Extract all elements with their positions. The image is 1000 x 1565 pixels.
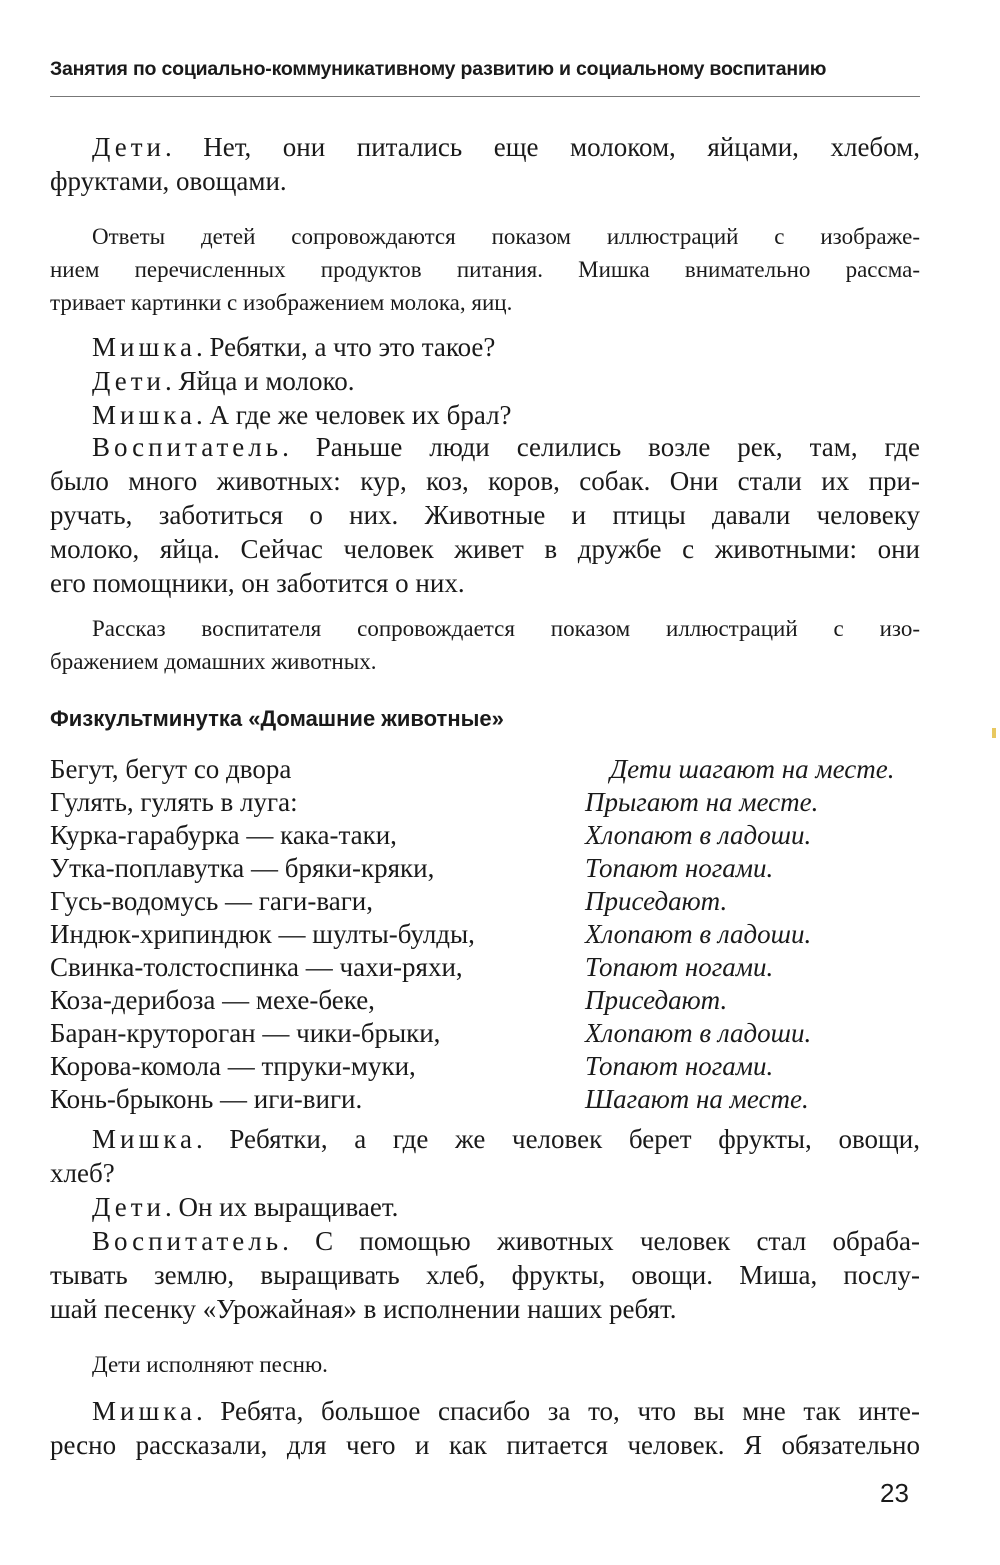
text-line: нием перечисленных продуктов питания. Мишка внимательно рассма- — [50, 257, 920, 282]
text-line: шай песенку «Урожайная» в исполнении наших ребят. — [50, 1294, 677, 1324]
poem-verse: Баран-крутороган — чики-брыки, — [50, 1018, 441, 1048]
page-number: 23 — [880, 1478, 909, 1508]
stage-note-animals — [50, 612, 920, 678]
speaker-name: Дети — [92, 366, 165, 396]
speaker-name: Мишка — [92, 1396, 196, 1426]
paragraph-children-answer — [50, 130, 920, 198]
text-line: было много животных: кур, коз, коров, собак. Они стали их при- — [50, 466, 920, 496]
text-line: молоко, яйца. Сейчас человек живет в дружбе с животными: они — [50, 534, 920, 564]
poem-verse: Бегут, бегут со двора — [50, 754, 292, 784]
header-rule — [50, 96, 920, 97]
text-line: Воспитатель. С помощью животных человек стал обраба- — [92, 1226, 920, 1256]
poem-row — [50, 918, 950, 951]
paragraph-mishka-thanks — [50, 1394, 920, 1462]
poem-row — [50, 885, 950, 918]
text-line: Дети. Нет, они питались еще молоком, яйцами, хлебом, — [92, 132, 920, 162]
poem-action: Прыгают на месте. — [585, 787, 819, 817]
paragraph-mishka-question — [50, 1122, 920, 1190]
speaker-name: Дети — [92, 1192, 165, 1222]
text-line: тывать землю, выращивать хлеб, фрукты, овощи. Миша, послу- — [50, 1260, 920, 1290]
text-line: его помощники, он заботится о них. — [50, 568, 465, 598]
text-line: Ответы детей сопровождаются показом иллюстраций с изображе- — [92, 224, 920, 249]
poem-verse: Гусь-водомусь — гаги-ваги, — [50, 886, 373, 916]
text-line: фруктами, овощами. — [50, 166, 287, 196]
text-line: Воспитатель. Раньше люди селились возле рек, там, где — [92, 432, 920, 462]
poem-verse: Коза-дерибоза — мехе-беке, — [50, 985, 375, 1015]
text-line: бражением домашних животных. — [50, 649, 377, 674]
text-line: Дети исполняют песню. — [92, 1352, 328, 1377]
stage-note-illustrations — [50, 220, 920, 319]
text-line: Рассказ воспитателя сопровождается показом иллюстраций с изо- — [92, 616, 920, 641]
poem-row — [50, 753, 950, 786]
dialog-line: Мишка. Ребятки, а что это такое? — [92, 332, 496, 362]
speaker-name: Воспитатель — [92, 432, 283, 462]
dialog-block — [50, 330, 920, 432]
poem-verse: Курка-гарабурка — кака-таки, — [50, 820, 397, 850]
poem-action: Хлопают в ладоши. — [585, 820, 812, 850]
speaker-name: Дети — [92, 132, 165, 162]
text-line: тривает картинки с изображением молока, яиц. — [50, 290, 513, 315]
text-line: хлеб? — [50, 1158, 115, 1188]
text-line: Мишка. Ребятки, а где же человек берет фрукты, овощи, — [92, 1124, 920, 1154]
text-line: ресно рассказали, для чего и как питается человек. Я обязательно — [50, 1430, 920, 1460]
poem-action: Хлопают в ладоши. — [585, 919, 812, 949]
poem-row — [50, 1050, 950, 1083]
poem-row — [50, 852, 950, 885]
poem-verse: Гулять, гулять в луга: — [50, 787, 298, 817]
poem-action: Хлопают в ладоши. — [585, 1018, 812, 1048]
speaker-name: Мишка — [92, 400, 196, 430]
poem-action: Топают ногами. — [585, 1051, 774, 1081]
dialog-line: Дети. Яйца и молоко. — [92, 366, 355, 396]
speaker-name: Мишка — [92, 332, 196, 362]
poem-verse: Конь-брыконь — иги-виги. — [50, 1084, 363, 1114]
poem-action: Приседают. — [585, 985, 728, 1015]
paragraph-teacher-story — [50, 430, 920, 600]
paragraph-teacher-farming — [50, 1224, 920, 1326]
poem-verse: Корова-комола — тпруки-муки, — [50, 1051, 416, 1081]
text-line: ручать, заботиться о них. Животные и птицы давали человеку — [50, 500, 920, 530]
poem-action: Топают ногами. — [585, 853, 774, 883]
section-heading: Физкультминутка «Домашние животные» — [50, 706, 504, 731]
poem-row — [50, 819, 950, 852]
poem-verse: Свинка-толстоспинка — чахи-ряхи, — [50, 952, 463, 982]
poem-table — [50, 753, 950, 1116]
poem-action: Приседают. — [585, 886, 728, 916]
poem-verse: Индюк-хрипиндюк — шулты-булды, — [50, 919, 475, 949]
running-header: Занятия по социально-коммуникативному развитию и социальному воспитанию — [50, 58, 827, 80]
poem-action: Топают ногами. — [585, 952, 774, 982]
poem-row — [50, 786, 950, 819]
speaker-name: Воспитатель — [92, 1226, 283, 1256]
poem-verse: Утка-поплавутка — бряки-кряки, — [50, 853, 435, 883]
poem-row — [50, 1017, 950, 1050]
poem-row — [50, 951, 950, 984]
poem-row — [50, 984, 950, 1017]
dialog-line: Мишка. А где же человек их брал? — [92, 400, 512, 430]
text-line: Дети. Он их выращивает. — [92, 1192, 399, 1222]
edge-mark — [992, 728, 996, 738]
paragraph-children-reply — [50, 1190, 920, 1224]
poem-action: Дети шагают на месте. — [610, 754, 895, 784]
text-line: Мишка. Ребята, большое спасибо за то, что вы мне так инте- — [92, 1396, 920, 1426]
poem-action: Шагают на месте. — [585, 1084, 809, 1114]
poem-row — [50, 1083, 950, 1116]
speaker-name: Мишка — [92, 1124, 196, 1154]
stage-note-song — [50, 1348, 920, 1381]
